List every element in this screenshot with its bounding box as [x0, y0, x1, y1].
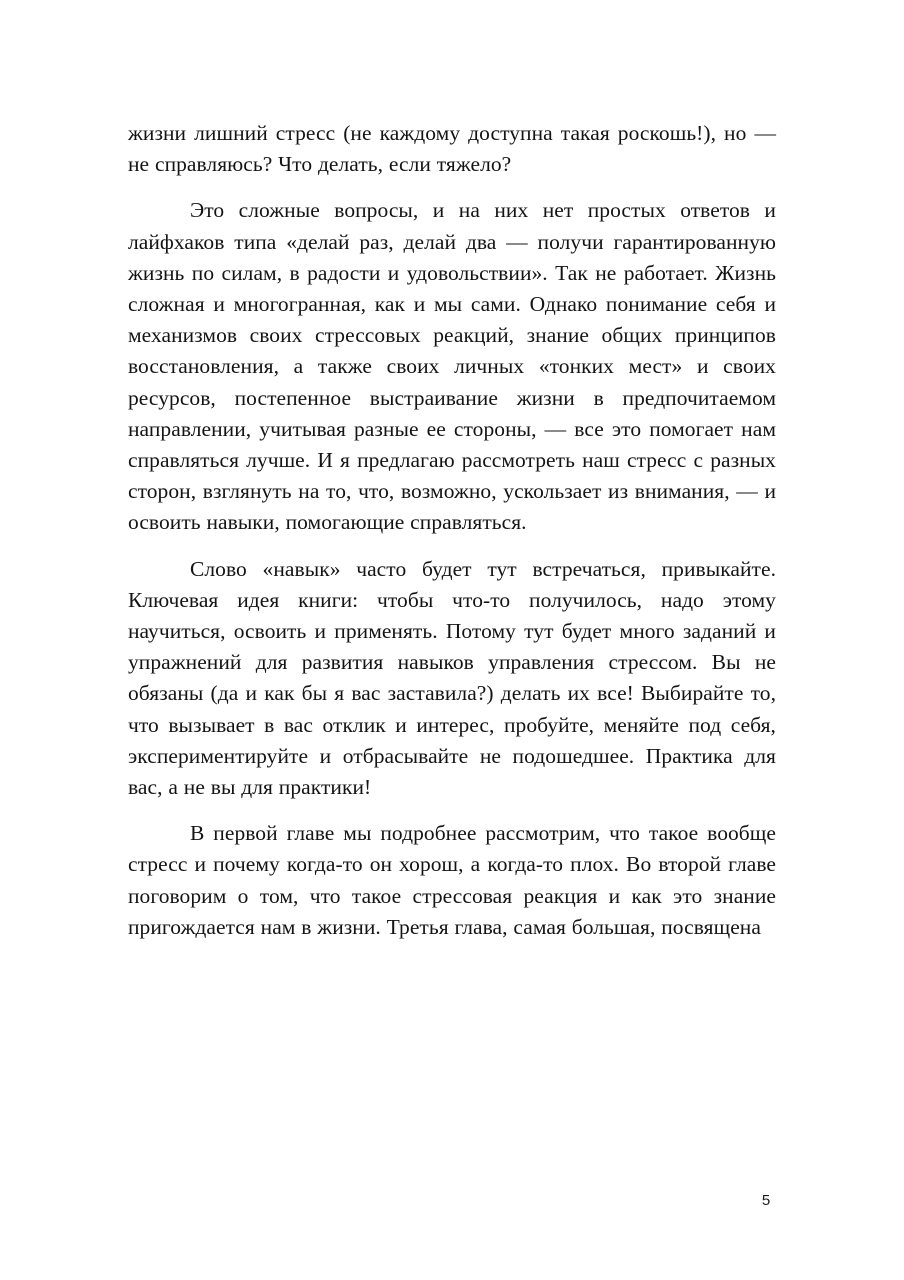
body-text-column	[128, 118, 776, 943]
paragraph-skill-word: Слово «навык» часто будет тут встречаться, привыкайте. Ключевая идея книги: чтобы что-то получилось, надо этому научиться, освоить и применять. Потому тут будет много заданий и упражнений для развития навыков управления стрессом. Вы не обязаны (да и как бы я вас заставила?) делать их все! Выбирайте то, что вызывает в вас отклик и интерес, пробуйте, меняйте под себя, экспериментируйте и отбрасывайте не подошедшее. Практика для вас, а не вы для практики!	[128, 556, 776, 800]
paragraph-continuation: жизни лишний стресс (не каждому доступна такая роскошь!), но — не справляюсь? Что делать, если тяжело?	[128, 121, 776, 177]
paragraph-chapters-overview: В первой главе мы подробнее рассмотрим, что такое вообще стресс и почему когда-то он хорош, а когда-то плох. Во второй главе поговорим о том, что такое стрессовая реакция и как это знание пригождается нам в жизни. Третья глава, самая большая, посвящена	[128, 821, 776, 939]
paragraph-complex-questions: Это сложные вопросы, и на них нет простых ответов и лайфхаков типа «делай раз, делай два — получи гарантированную жизнь по силам, в радости и удовольствии». Так не работает. Жизнь сложная и многогранная, как и мы сами. Однако понимание себя и механизмов своих стрессовых реакций, знание общих принципов восстановления, а также своих личных «тонких мест» и своих ресурсов, постепенное выстраивание жизни в предпочитаемом направлении, учитывая разные ее стороны, — все это помогает нам справляться лучше. И я предлагаю рассмотреть наш стресс с разных сторон, взглянуть на то, что, возможно, ускользает из внимания, — и освоить навыки, помогающие справляться.	[128, 198, 776, 535]
page-number: 5	[761, 1192, 771, 1209]
